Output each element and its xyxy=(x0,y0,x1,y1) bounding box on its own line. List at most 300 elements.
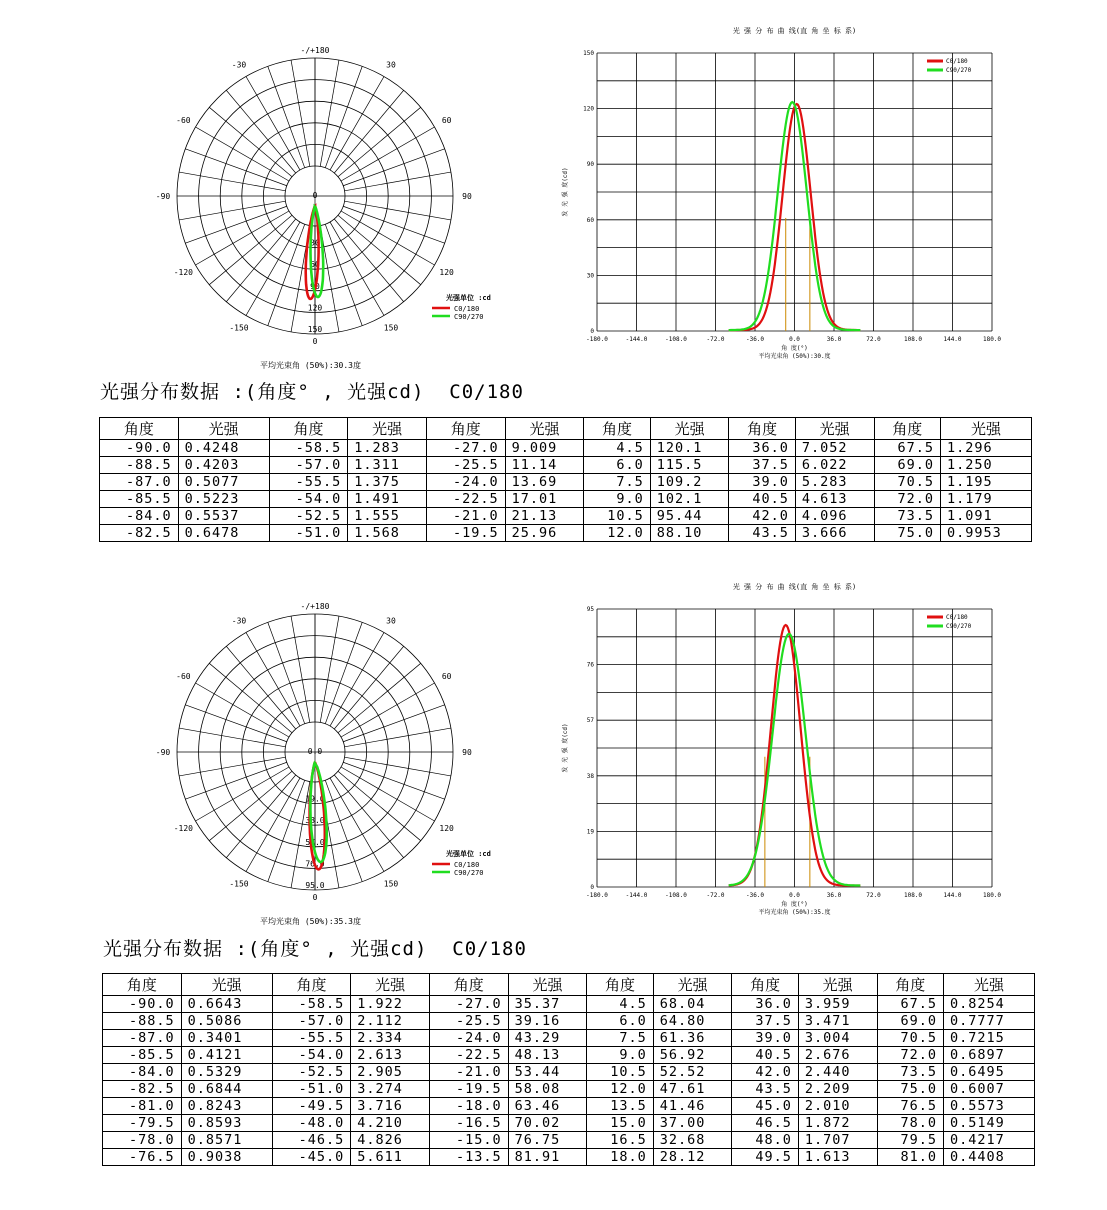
table-cell: 43.5 xyxy=(729,525,795,542)
table-cell: 43.29 xyxy=(508,1030,587,1047)
table-cell: 9.009 xyxy=(505,440,584,457)
table-cell: 4.210 xyxy=(351,1115,430,1132)
table-cell: 9.0 xyxy=(584,491,650,508)
table-cell: 115.5 xyxy=(650,457,729,474)
table-cell: 36.0 xyxy=(729,440,795,457)
table-cell: 1.555 xyxy=(348,508,427,525)
polar-spoke xyxy=(179,172,285,191)
table-cell: 4.5 xyxy=(584,440,650,457)
table-cell: -55.5 xyxy=(272,1030,351,1047)
table-cell: 3.666 xyxy=(795,525,874,542)
table-cell: 0.4203 xyxy=(178,457,269,474)
table-header-cell: 角度 xyxy=(100,418,179,440)
table-header-cell: 角度 xyxy=(272,974,351,996)
x-tick-label: 0.0 xyxy=(789,336,800,343)
table-cell: 37.5 xyxy=(729,457,795,474)
polar-spoke xyxy=(179,757,285,776)
polar-spoke xyxy=(345,172,451,191)
polar-top-label: -/+180 xyxy=(300,46,330,55)
table-cell: -19.5 xyxy=(429,1081,508,1098)
legend-label: C0/180 xyxy=(946,614,968,621)
polar-spoke xyxy=(345,728,451,747)
table-cell: 1.922 xyxy=(351,996,430,1013)
table-cell: 0.9038 xyxy=(181,1149,272,1166)
table-header-cell: 角度 xyxy=(732,974,798,996)
table-cell: 18.0 xyxy=(587,1149,653,1166)
table-cell: 15.0 xyxy=(587,1115,653,1132)
polar-angle-label-p60: 60 xyxy=(441,116,452,125)
table-cell: 70.02 xyxy=(508,1115,587,1132)
x-tick-label: -36.0 xyxy=(745,892,765,899)
table-row xyxy=(103,1132,1035,1149)
polar-unit-label: 光强单位 :cd xyxy=(446,294,491,302)
table-cell: 4.826 xyxy=(351,1132,430,1149)
table-cell: 46.5 xyxy=(732,1115,798,1132)
legend-label: C0/180 xyxy=(946,58,968,65)
y-tick-label: 0 xyxy=(590,884,594,891)
polar-spoke xyxy=(325,622,362,723)
polar-angle-label-m30: -30 xyxy=(231,616,247,626)
table-cell: 2.334 xyxy=(351,1030,430,1047)
polar-footer: 平均光束角 (50%):30.3度 xyxy=(260,361,361,370)
table-cell: 10.5 xyxy=(584,508,650,525)
table-row xyxy=(100,457,1032,474)
table-header-cell: 光强 xyxy=(505,418,584,440)
polar-angle-label-p90: 90 xyxy=(462,748,472,757)
table-cell: -27.0 xyxy=(429,996,508,1013)
y-axis-label: 发 光 强 度(cd) xyxy=(562,167,569,217)
table-cell: -90.0 xyxy=(100,440,179,457)
table-cell: 1.613 xyxy=(798,1149,877,1166)
table-header-cell: 光强 xyxy=(178,418,269,440)
table-cell: 2.112 xyxy=(351,1013,430,1030)
table-cell: 35.37 xyxy=(508,996,587,1013)
polar-spoke xyxy=(185,149,286,186)
table-cell: 40.5 xyxy=(729,491,795,508)
table-cell: 13.69 xyxy=(505,474,584,491)
table-header-cell: 角度 xyxy=(877,974,943,996)
x-axis-label: 角 度(°) xyxy=(781,345,808,352)
table-cell: 5.611 xyxy=(351,1149,430,1166)
table-cell: 9.0 xyxy=(587,1047,653,1064)
table-cell: 75.0 xyxy=(874,525,940,542)
table-cell: 11.14 xyxy=(505,457,584,474)
table-cell: 0.4248 xyxy=(178,440,269,457)
table-cell: 0.7215 xyxy=(943,1030,1034,1047)
y-tick-label: 38 xyxy=(586,772,594,780)
x-tick-label: 72.0 xyxy=(866,336,881,343)
table-cell: 2.905 xyxy=(351,1064,430,1081)
table-cell: -16.5 xyxy=(429,1115,508,1132)
table-cell: 67.5 xyxy=(874,440,940,457)
table-cell: 64.80 xyxy=(653,1013,732,1030)
polar-radial-label: 90 xyxy=(310,281,320,291)
table-cell: 0.5223 xyxy=(178,491,269,508)
table-cell: 10.5 xyxy=(587,1064,653,1081)
table-header-cell: 光强 xyxy=(181,974,272,996)
table-cell: 2.010 xyxy=(798,1098,877,1115)
table-header-cell: 角度 xyxy=(584,418,650,440)
polar-chart-2 xyxy=(140,584,520,929)
table-cell: -58.5 xyxy=(272,996,351,1013)
polar-angle-label-m150: -150 xyxy=(229,323,249,333)
table-cell: 39.0 xyxy=(732,1030,798,1047)
polar-angle-label-m60: -60 xyxy=(176,116,191,125)
table-cell: 37.5 xyxy=(732,1013,798,1030)
table-cell: -24.0 xyxy=(429,1030,508,1047)
table-cell: 3.004 xyxy=(798,1030,877,1047)
table-cell: 72.0 xyxy=(874,491,940,508)
x-tick-label: 144.0 xyxy=(943,336,962,343)
table-header-cell: 角度 xyxy=(103,974,182,996)
table-cell: 28.12 xyxy=(653,1149,732,1166)
table-cell: -58.5 xyxy=(269,440,348,457)
table-cell: -81.0 xyxy=(103,1098,182,1115)
polar-angle-label-m90: -90 xyxy=(155,192,171,201)
table-cell: -54.0 xyxy=(269,491,348,508)
table-cell: 41.46 xyxy=(653,1098,732,1115)
polar-radial-label: 120 xyxy=(307,303,323,313)
table-cell: 39.0 xyxy=(729,474,795,491)
polar-spoke xyxy=(343,149,444,186)
x-tick-label: -108.0 xyxy=(665,336,687,343)
table-cell: 32.68 xyxy=(653,1132,732,1149)
polar-spoke xyxy=(268,780,305,881)
table-cell: 0.8254 xyxy=(943,996,1034,1013)
table-cell: 5.283 xyxy=(795,474,874,491)
table-cell: -46.5 xyxy=(272,1132,351,1149)
table-cell: -45.0 xyxy=(272,1149,351,1166)
y-tick-label: 120 xyxy=(583,105,594,113)
data-table-1 xyxy=(99,417,1032,542)
table-row xyxy=(103,1149,1035,1166)
x-tick-label: 108.0 xyxy=(903,892,923,899)
table-cell: 53.44 xyxy=(508,1064,587,1081)
x-tick-label: -180.0 xyxy=(586,892,608,899)
polar-spoke xyxy=(185,705,286,742)
table-cell: 73.5 xyxy=(874,508,940,525)
table-cell: 56.92 xyxy=(653,1047,732,1064)
polar-angle-label-m150: -150 xyxy=(229,879,249,889)
table-cell: 0.4217 xyxy=(943,1132,1034,1149)
table-cell: -87.0 xyxy=(100,474,179,491)
table-cell: -22.5 xyxy=(429,1047,508,1064)
table-row xyxy=(100,525,1032,542)
y-tick-label: 60 xyxy=(586,216,594,224)
polar-spoke xyxy=(325,780,362,881)
table-cell: 75.0 xyxy=(877,1081,943,1098)
table-cell: 0.8593 xyxy=(181,1115,272,1132)
x-tick-label: 0.0 xyxy=(789,892,800,899)
table-cell: 70.5 xyxy=(877,1030,943,1047)
table-cell: 0.5086 xyxy=(181,1013,272,1030)
polar-spoke xyxy=(345,757,451,776)
table-cell: 45.0 xyxy=(732,1098,798,1115)
table-cell: -49.5 xyxy=(272,1098,351,1115)
table-cell: -22.5 xyxy=(426,491,505,508)
legend-label: C90/270 xyxy=(946,67,972,74)
table-cell: 58.08 xyxy=(508,1081,587,1098)
polar-radial-label: 0.0 xyxy=(307,747,323,756)
polar-spoke xyxy=(320,60,339,166)
chart-footer: 平均光束角 (50%):30.度 xyxy=(758,353,831,360)
polar-spoke xyxy=(343,705,444,742)
polar-spoke xyxy=(268,224,305,325)
polar-footer: 平均光束角 (50%):35.3度 xyxy=(260,917,361,926)
polar-angle-label-p150: 150 xyxy=(383,879,399,889)
polar-spoke xyxy=(291,60,310,166)
table-cell: 17.01 xyxy=(505,491,584,508)
table-cell: -15.0 xyxy=(429,1132,508,1149)
table-cell: -85.5 xyxy=(100,491,179,508)
table-cell: 70.5 xyxy=(874,474,940,491)
table-header-cell: 光强 xyxy=(653,974,732,996)
table-cell: 48.13 xyxy=(508,1047,587,1064)
polar-radial-label: 76.0 xyxy=(305,859,325,869)
table-cell: 4.5 xyxy=(587,996,653,1013)
table-header-cell: 角度 xyxy=(729,418,795,440)
x-tick-label: 108.0 xyxy=(903,336,923,343)
polar-angle-label-m120: -120 xyxy=(173,268,193,277)
polar-angle-label-p30: 30 xyxy=(386,616,396,626)
table-cell: -90.0 xyxy=(103,996,182,1013)
table-row xyxy=(100,440,1032,457)
table-header-row xyxy=(100,418,1032,440)
table-header-cell: 角度 xyxy=(587,974,653,996)
polar-spoke xyxy=(325,224,362,325)
table-cell: 43.5 xyxy=(732,1081,798,1098)
table-cell: 72.0 xyxy=(877,1047,943,1064)
y-tick-label: 150 xyxy=(583,50,594,57)
table-cell: -84.0 xyxy=(100,508,179,525)
table-row xyxy=(103,1098,1035,1115)
polar-bottom-label: 0 xyxy=(312,893,318,902)
table-cell: 0.8243 xyxy=(181,1098,272,1115)
table-cell: 3.471 xyxy=(798,1013,877,1030)
table-cell: -25.5 xyxy=(426,457,505,474)
table-row xyxy=(103,1064,1035,1081)
polar-spoke xyxy=(268,622,305,723)
polar-angle-label-p30: 30 xyxy=(386,60,396,70)
table-row xyxy=(103,1081,1035,1098)
table-header-cell: 光强 xyxy=(650,418,729,440)
table-cell: 49.5 xyxy=(732,1149,798,1166)
table-cell: 4.096 xyxy=(795,508,874,525)
table-cell: 37.00 xyxy=(653,1115,732,1132)
table-cell: 0.5149 xyxy=(943,1115,1034,1132)
table-header-cell: 光强 xyxy=(508,974,587,996)
table-cell: 7.5 xyxy=(587,1030,653,1047)
table-cell: 0.4408 xyxy=(943,1149,1034,1166)
table-cell: 81.0 xyxy=(877,1149,943,1166)
table-cell: 76.75 xyxy=(508,1132,587,1149)
table-cell: -24.0 xyxy=(426,474,505,491)
table-header-cell: 光强 xyxy=(795,418,874,440)
x-tick-label: 36.0 xyxy=(826,892,842,899)
table-cell: -25.5 xyxy=(429,1013,508,1030)
table-cell: 2.613 xyxy=(351,1047,430,1064)
table-cell: 76.5 xyxy=(877,1098,943,1115)
table-cell: 109.2 xyxy=(650,474,729,491)
table-row xyxy=(103,996,1035,1013)
table-header-row xyxy=(103,974,1035,996)
y-tick-label: 19 xyxy=(586,828,594,836)
table-header-cell: 角度 xyxy=(429,974,508,996)
polar-radial-label: 150 xyxy=(307,325,323,334)
polar-legend-label: C90/270 xyxy=(454,869,484,877)
polar-angle-label-p150: 150 xyxy=(383,323,399,333)
table-cell: 1.491 xyxy=(348,491,427,508)
x-tick-label: 180.0 xyxy=(982,892,1002,899)
table-header-cell: 光强 xyxy=(348,418,427,440)
table-cell: 0.6478 xyxy=(178,525,269,542)
table-cell: 52.52 xyxy=(653,1064,732,1081)
table-cell: 1.296 xyxy=(940,440,1031,457)
chart-grid xyxy=(597,53,992,331)
table-cell: 1.195 xyxy=(940,474,1031,491)
table-cell: -87.0 xyxy=(103,1030,182,1047)
x-tick-label: 36.0 xyxy=(826,336,842,343)
table-cell: 47.61 xyxy=(653,1081,732,1098)
table-header-cell: 角度 xyxy=(874,418,940,440)
y-tick-label: 57 xyxy=(586,717,594,725)
polar-unit-label: 光强单位 :cd xyxy=(446,850,491,858)
polar-radial-label: 30 xyxy=(310,238,320,248)
table-row xyxy=(100,474,1032,491)
table-cell: -19.5 xyxy=(426,525,505,542)
table-cell: 39.16 xyxy=(508,1013,587,1030)
table-cell: 81.91 xyxy=(508,1149,587,1166)
table-row xyxy=(103,1030,1035,1047)
table-cell: 12.0 xyxy=(584,525,650,542)
table-cell: 78.0 xyxy=(877,1115,943,1132)
table-cell: 69.0 xyxy=(877,1013,943,1030)
table-cell: 0.5077 xyxy=(178,474,269,491)
table-cell: 1.283 xyxy=(348,440,427,457)
polar-spoke xyxy=(268,66,305,167)
chart-title: 光 强 分 布 曲 线(直 角 坐 标 系) xyxy=(732,27,857,35)
polar-radial-label: 60 xyxy=(310,260,320,270)
polar-angle-label-p90: 90 xyxy=(462,192,472,201)
polar-radial-label: 0 xyxy=(312,191,318,200)
data-heading-2: 光强分布数据 :(角度° , 光强cd) C0/180 xyxy=(103,938,527,960)
table-cell: 79.5 xyxy=(877,1132,943,1149)
polar-radial-label: 95.0 xyxy=(305,881,325,890)
polar-bottom-label: 0 xyxy=(312,337,318,346)
x-tick-label: 144.0 xyxy=(943,892,962,899)
table-cell: -55.5 xyxy=(269,474,348,491)
table-cell: 2.676 xyxy=(798,1047,877,1064)
polar-spoke xyxy=(343,762,444,799)
table-row xyxy=(100,491,1032,508)
table-cell: 3.959 xyxy=(798,996,877,1013)
x-tick-label: -36.0 xyxy=(745,336,765,343)
table-cell: -48.0 xyxy=(272,1115,351,1132)
table-cell: -54.0 xyxy=(272,1047,351,1064)
polar-spoke xyxy=(345,201,451,220)
polar-spoke xyxy=(343,206,444,243)
x-tick-label: -180.0 xyxy=(586,336,608,343)
y-tick-label: 76 xyxy=(586,661,594,669)
table-cell: 0.6643 xyxy=(181,996,272,1013)
table-cell: 68.04 xyxy=(653,996,732,1013)
table-header-cell: 角度 xyxy=(269,418,348,440)
polar-spoke xyxy=(179,728,285,747)
polar-top-label: -/+180 xyxy=(300,602,330,611)
table-cell: 0.6007 xyxy=(943,1081,1034,1098)
table-cell: -13.5 xyxy=(429,1149,508,1166)
table-cell: 3.274 xyxy=(351,1081,430,1098)
table-cell: -51.0 xyxy=(269,525,348,542)
table-cell: 6.0 xyxy=(584,457,650,474)
table-cell: 0.8571 xyxy=(181,1132,272,1149)
polar-spoke xyxy=(320,616,339,722)
polar-spoke xyxy=(179,201,285,220)
polar-legend-label: C0/180 xyxy=(454,305,480,313)
cartesian-chart-2 xyxy=(555,574,1005,919)
table-row xyxy=(100,508,1032,525)
table-cell: 69.0 xyxy=(874,457,940,474)
polar-radial-label: 38.0 xyxy=(305,816,325,826)
table-cell: 73.5 xyxy=(877,1064,943,1081)
y-axis-label: 发 光 强 度(cd) xyxy=(562,723,569,773)
table-cell: 13.5 xyxy=(587,1098,653,1115)
table-cell: 7.052 xyxy=(795,440,874,457)
table-cell: 25.96 xyxy=(505,525,584,542)
polar-angle-label-m30: -30 xyxy=(231,60,247,70)
polar-radial-label: 57.0 xyxy=(305,837,325,847)
table-cell: 6.0 xyxy=(587,1013,653,1030)
table-cell: 40.5 xyxy=(732,1047,798,1064)
table-header-cell: 光强 xyxy=(798,974,877,996)
table-cell: -21.0 xyxy=(429,1064,508,1081)
table-cell: 0.6495 xyxy=(943,1064,1034,1081)
x-tick-label: -144.0 xyxy=(625,892,648,899)
polar-angle-label-m120: -120 xyxy=(173,824,193,833)
table-header-cell: 光强 xyxy=(351,974,430,996)
table-cell: 0.9953 xyxy=(940,525,1031,542)
table-cell: 0.5329 xyxy=(181,1064,272,1081)
x-tick-label: -144.0 xyxy=(625,336,648,343)
table-cell: 48.0 xyxy=(732,1132,798,1149)
polar-angle-label-p120: 120 xyxy=(439,268,454,277)
table-cell: -21.0 xyxy=(426,508,505,525)
table-cell: 63.46 xyxy=(508,1098,587,1115)
polar-chart-1 xyxy=(140,28,520,373)
table-cell: 0.5573 xyxy=(943,1098,1034,1115)
table-cell: -57.0 xyxy=(269,457,348,474)
table-cell: -78.0 xyxy=(103,1132,182,1149)
y-tick-label: 30 xyxy=(586,272,594,280)
polar-radial-label: 19.0 xyxy=(305,794,325,804)
table-row xyxy=(103,1115,1035,1132)
chart-title: 光 强 分 布 曲 线(直 角 坐 标 系) xyxy=(732,583,857,591)
chart-footer: 平均光束角 (50%):35.度 xyxy=(758,909,831,916)
table-cell: -84.0 xyxy=(103,1064,182,1081)
legend-label: C90/270 xyxy=(946,623,972,630)
table-cell: -88.5 xyxy=(103,1013,182,1030)
table-row xyxy=(103,1047,1035,1064)
table-cell: 1.091 xyxy=(940,508,1031,525)
polar-angle-label-m60: -60 xyxy=(176,672,191,681)
x-tick-label: -72.0 xyxy=(706,336,725,343)
table-cell: 88.10 xyxy=(650,525,729,542)
polar-angle-label-m90: -90 xyxy=(155,748,171,757)
polar-legend-label: C0/180 xyxy=(454,861,480,869)
table-cell: 1.707 xyxy=(798,1132,877,1149)
table-cell: 12.0 xyxy=(587,1081,653,1098)
table-cell: 0.4121 xyxy=(181,1047,272,1064)
